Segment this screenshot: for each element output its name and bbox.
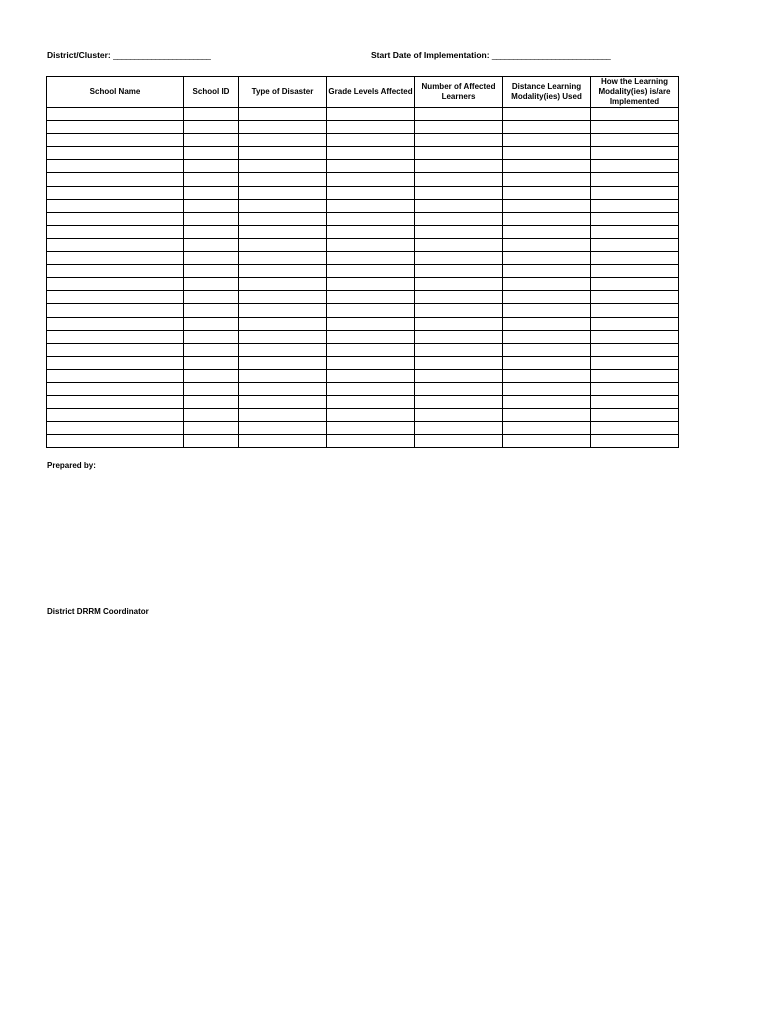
table-cell[interactable] [47, 304, 184, 317]
table-cell[interactable] [239, 186, 327, 199]
table-cell[interactable] [327, 409, 415, 422]
table-cell[interactable] [415, 134, 503, 147]
table-cell[interactable] [415, 160, 503, 173]
table-cell[interactable] [327, 147, 415, 160]
table-cell[interactable] [503, 173, 591, 186]
table-cell[interactable] [47, 422, 184, 435]
table-cell[interactable] [47, 317, 184, 330]
prepared-by-label: Prepared by: [47, 461, 96, 470]
table-cell[interactable] [415, 291, 503, 304]
table-cell[interactable] [503, 199, 591, 212]
table-cell[interactable] [591, 317, 679, 330]
table-cell[interactable] [327, 291, 415, 304]
table-cell[interactable] [47, 212, 184, 225]
table-cell[interactable] [327, 382, 415, 395]
table-row [47, 396, 679, 409]
table-cell[interactable] [591, 330, 679, 343]
table-cell[interactable] [184, 147, 239, 160]
table-row [47, 382, 679, 395]
table-cell[interactable] [184, 278, 239, 291]
table-cell[interactable] [503, 121, 591, 134]
table-cell[interactable] [184, 291, 239, 304]
col-type-of-disaster: Type of Disaster [239, 77, 327, 108]
table-cell[interactable] [239, 304, 327, 317]
table-cell[interactable] [239, 382, 327, 395]
table-cell[interactable] [503, 186, 591, 199]
table-cell[interactable] [415, 396, 503, 409]
table-cell[interactable] [239, 356, 327, 369]
table-cell[interactable] [591, 343, 679, 356]
table-cell[interactable] [47, 330, 184, 343]
table-cell[interactable] [591, 147, 679, 160]
district-cluster-blank: _______________________ [113, 50, 211, 60]
table-cell[interactable] [47, 435, 184, 448]
table-cell[interactable] [327, 278, 415, 291]
table-cell[interactable] [239, 199, 327, 212]
table-cell[interactable] [591, 199, 679, 212]
table-cell[interactable] [503, 278, 591, 291]
table-cell[interactable] [184, 134, 239, 147]
table-cell[interactable] [239, 147, 327, 160]
table-cell[interactable] [184, 225, 239, 238]
district-cluster-field [47, 50, 210, 60]
table-row [47, 212, 679, 225]
table-cell[interactable] [327, 108, 415, 121]
table-cell[interactable] [239, 121, 327, 134]
table-cell[interactable] [415, 409, 503, 422]
table-cell[interactable] [591, 121, 679, 134]
table-row [47, 422, 679, 435]
table-cell[interactable] [327, 173, 415, 186]
table-cell[interactable] [184, 252, 239, 265]
table-cell[interactable] [591, 291, 679, 304]
table-cell[interactable] [327, 343, 415, 356]
table-cell[interactable] [327, 238, 415, 251]
table-cell[interactable] [239, 435, 327, 448]
table-cell[interactable] [591, 304, 679, 317]
table-cell[interactable] [184, 422, 239, 435]
table-cell[interactable] [415, 238, 503, 251]
table-cell[interactable] [503, 108, 591, 121]
table-cell[interactable] [184, 330, 239, 343]
table-cell[interactable] [503, 343, 591, 356]
table-cell[interactable] [415, 369, 503, 382]
table-cell[interactable] [47, 173, 184, 186]
table-row [47, 186, 679, 199]
table-cell[interactable] [327, 121, 415, 134]
col-modality-implementation: How the Learning Modality(ies) is/are Implemented [591, 77, 679, 108]
table-cell[interactable] [503, 252, 591, 265]
table-cell[interactable] [415, 265, 503, 278]
table-row [47, 330, 679, 343]
table-cell[interactable] [184, 265, 239, 278]
table-cell[interactable] [47, 291, 184, 304]
table-cell[interactable] [47, 108, 184, 121]
table-cell[interactable] [503, 134, 591, 147]
table-cell[interactable] [591, 422, 679, 435]
table-cell[interactable] [591, 160, 679, 173]
table-cell[interactable] [239, 369, 327, 382]
col-grade-levels: Grade Levels Affected [327, 77, 415, 108]
table-cell[interactable] [327, 304, 415, 317]
table-cell[interactable] [591, 435, 679, 448]
table-cell[interactable] [239, 108, 327, 121]
table-row [47, 278, 679, 291]
table-cell[interactable] [415, 252, 503, 265]
table-cell[interactable] [47, 199, 184, 212]
table-cell[interactable] [591, 382, 679, 395]
table-cell[interactable] [327, 396, 415, 409]
table-cell[interactable] [503, 212, 591, 225]
table-cell[interactable] [327, 212, 415, 225]
table-row [47, 147, 679, 160]
table-cell[interactable] [239, 212, 327, 225]
start-date-blank: ____________________________ [491, 50, 611, 60]
start-date-label: Start Date of Implementation: [371, 50, 490, 60]
table-cell[interactable] [503, 160, 591, 173]
table-cell[interactable] [591, 409, 679, 422]
table-cell[interactable] [47, 409, 184, 422]
col-modality-used: Distance Learning Modality(ies) Used [503, 77, 591, 108]
table-cell[interactable] [184, 212, 239, 225]
table-row [47, 134, 679, 147]
table-cell[interactable] [415, 382, 503, 395]
table-row [47, 252, 679, 265]
table-cell[interactable] [47, 186, 184, 199]
table-cell[interactable] [47, 147, 184, 160]
table-cell[interactable] [184, 356, 239, 369]
table-cell[interactable] [503, 317, 591, 330]
table-cell[interactable] [327, 134, 415, 147]
table-cell[interactable] [184, 343, 239, 356]
start-date-field [371, 50, 610, 60]
table-cell[interactable] [184, 304, 239, 317]
table-cell[interactable] [327, 265, 415, 278]
table-cell[interactable] [327, 435, 415, 448]
table-cell[interactable] [239, 265, 327, 278]
table-cell[interactable] [47, 382, 184, 395]
table-cell[interactable] [184, 396, 239, 409]
table-cell[interactable] [239, 330, 327, 343]
table-cell[interactable] [239, 252, 327, 265]
table-cell[interactable] [184, 186, 239, 199]
table-row [47, 121, 679, 134]
table-cell[interactable] [415, 343, 503, 356]
table-cell[interactable] [415, 186, 503, 199]
table-cell[interactable] [503, 369, 591, 382]
table-cell[interactable] [184, 160, 239, 173]
table-cell[interactable] [415, 199, 503, 212]
table-cell[interactable] [503, 238, 591, 251]
table-cell[interactable] [415, 212, 503, 225]
table-cell[interactable] [184, 317, 239, 330]
affected-schools-table [46, 76, 679, 448]
table-cell[interactable] [47, 238, 184, 251]
table-cell[interactable] [184, 238, 239, 251]
table-cell[interactable] [503, 304, 591, 317]
table-cell[interactable] [591, 356, 679, 369]
table-cell[interactable] [327, 199, 415, 212]
table-cell[interactable] [239, 173, 327, 186]
table-row [47, 304, 679, 317]
table-header-row [47, 77, 679, 108]
table-cell[interactable] [503, 265, 591, 278]
table-cell[interactable] [503, 147, 591, 160]
table-cell[interactable] [415, 278, 503, 291]
table-cell[interactable] [591, 173, 679, 186]
table-cell[interactable] [415, 121, 503, 134]
table-cell[interactable] [239, 278, 327, 291]
table-cell[interactable] [47, 356, 184, 369]
table-cell[interactable] [503, 330, 591, 343]
col-school-id: School ID [184, 77, 239, 108]
table-cell[interactable] [591, 238, 679, 251]
table-cell[interactable] [239, 343, 327, 356]
col-affected-learners: Number of Affected Learners [415, 77, 503, 108]
table-cell[interactable] [591, 369, 679, 382]
table-cell[interactable] [239, 238, 327, 251]
table-cell[interactable] [47, 343, 184, 356]
coordinator-label: District DRRM Coordinator [47, 607, 149, 616]
table-cell[interactable] [503, 382, 591, 395]
table-cell[interactable] [591, 278, 679, 291]
table-cell[interactable] [239, 396, 327, 409]
table-cell[interactable] [184, 199, 239, 212]
table-body [47, 108, 679, 448]
table-cell[interactable] [47, 396, 184, 409]
table-cell[interactable] [591, 225, 679, 238]
table-row [47, 108, 679, 121]
district-cluster-label: District/Cluster: [47, 50, 111, 60]
table-cell[interactable] [327, 252, 415, 265]
table-cell[interactable] [327, 317, 415, 330]
table-cell[interactable] [239, 160, 327, 173]
table-row [47, 356, 679, 369]
table-cell[interactable] [415, 147, 503, 160]
table-cell[interactable] [591, 134, 679, 147]
table-row [47, 291, 679, 304]
table-cell[interactable] [184, 435, 239, 448]
table-cell[interactable] [47, 225, 184, 238]
table-cell[interactable] [327, 330, 415, 343]
table-cell[interactable] [415, 422, 503, 435]
table-cell[interactable] [415, 330, 503, 343]
table-cell[interactable] [239, 225, 327, 238]
table-cell[interactable] [503, 435, 591, 448]
table-cell[interactable] [503, 225, 591, 238]
table-cell[interactable] [184, 369, 239, 382]
table-cell[interactable] [503, 422, 591, 435]
table-cell[interactable] [47, 252, 184, 265]
table-cell[interactable] [503, 396, 591, 409]
table-row [47, 343, 679, 356]
table-row [47, 173, 679, 186]
table-cell[interactable] [327, 225, 415, 238]
table-cell[interactable] [47, 278, 184, 291]
table-cell[interactable] [591, 186, 679, 199]
table-cell[interactable] [184, 382, 239, 395]
table-cell[interactable] [47, 265, 184, 278]
table-row [47, 225, 679, 238]
table-cell[interactable] [591, 252, 679, 265]
table-cell[interactable] [591, 212, 679, 225]
table-cell[interactable] [184, 108, 239, 121]
table-cell[interactable] [239, 409, 327, 422]
table-cell[interactable] [327, 369, 415, 382]
table-row [47, 317, 679, 330]
table-row [47, 369, 679, 382]
table-cell[interactable] [415, 356, 503, 369]
table-cell[interactable] [47, 160, 184, 173]
table-cell[interactable] [239, 422, 327, 435]
table-row [47, 199, 679, 212]
table-cell[interactable] [503, 409, 591, 422]
table-cell[interactable] [415, 108, 503, 121]
table-cell[interactable] [47, 134, 184, 147]
table-cell[interactable] [239, 134, 327, 147]
table-cell[interactable] [184, 173, 239, 186]
table-cell[interactable] [327, 186, 415, 199]
table-cell[interactable] [503, 291, 591, 304]
table-row [47, 265, 679, 278]
table-cell[interactable] [591, 108, 679, 121]
table-cell[interactable] [327, 160, 415, 173]
table-cell[interactable] [47, 121, 184, 134]
table-cell[interactable] [327, 422, 415, 435]
table-cell[interactable] [239, 317, 327, 330]
col-school-name: School Name [47, 77, 184, 108]
table-cell[interactable] [591, 265, 679, 278]
table-cell[interactable] [415, 435, 503, 448]
table-row [47, 160, 679, 173]
table-row [47, 435, 679, 448]
table-cell[interactable] [503, 356, 591, 369]
table-row [47, 238, 679, 251]
table-row [47, 409, 679, 422]
table-cell[interactable] [415, 317, 503, 330]
table-cell[interactable] [415, 304, 503, 317]
table-cell[interactable] [47, 369, 184, 382]
table-cell[interactable] [327, 356, 415, 369]
table-cell[interactable] [415, 173, 503, 186]
table-cell[interactable] [415, 225, 503, 238]
table-cell[interactable] [591, 396, 679, 409]
table-cell[interactable] [239, 291, 327, 304]
table-cell[interactable] [184, 121, 239, 134]
table-cell[interactable] [184, 409, 239, 422]
